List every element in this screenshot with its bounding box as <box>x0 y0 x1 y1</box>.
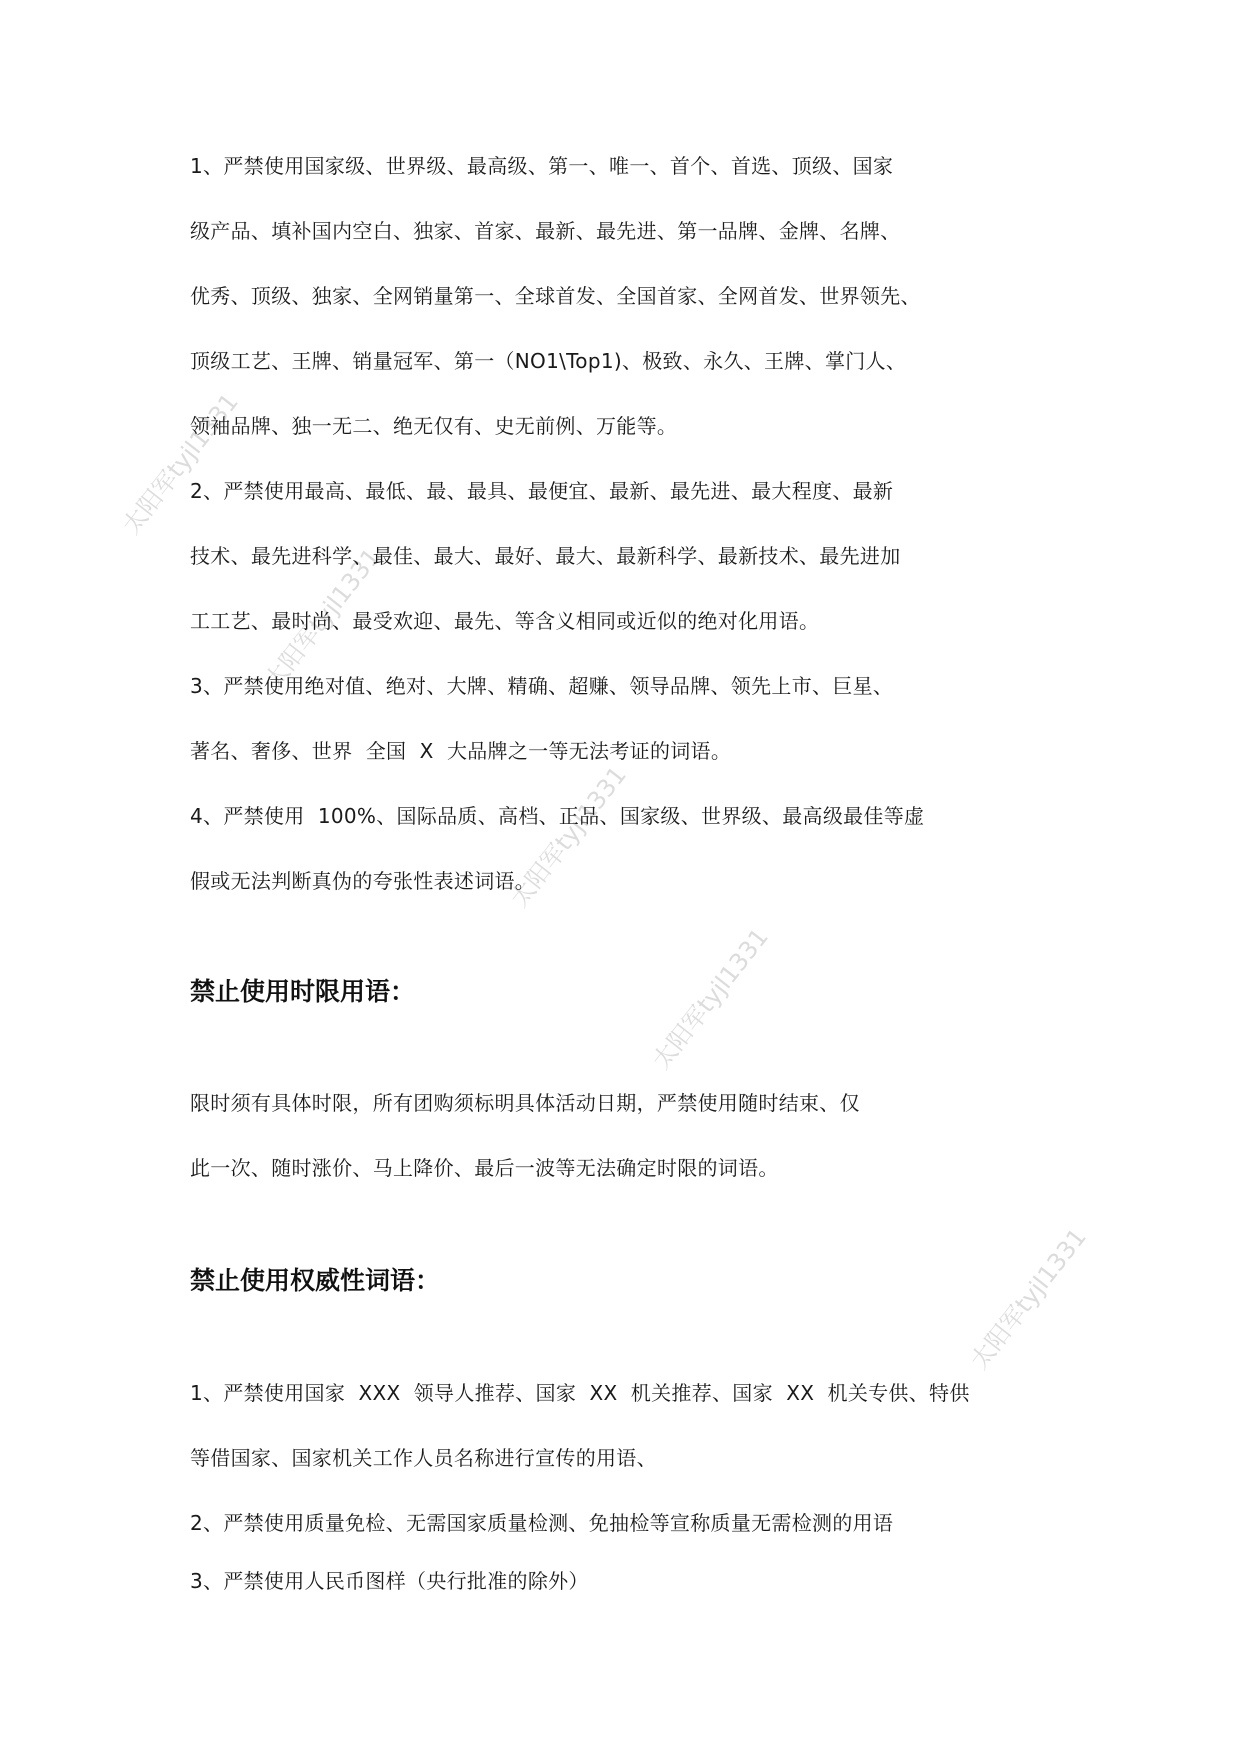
watermark: 太阳军tyjl1331 <box>505 761 632 913</box>
watermark: 太阳军tyjl1331 <box>647 923 774 1075</box>
paragraph-line: 优秀、顶级、独家、全网销量第一、全球首发、全国首家、全网首发、世界领先、 <box>190 284 921 308</box>
paragraph-line: 2、严禁使用最高、最低、最、最具、最便宜、最新、最先进、最大程度、最新 <box>190 479 894 503</box>
section-heading-authority: 禁止使用权威性词语： <box>190 1266 441 1295</box>
paragraph-line: 工工艺、最时尚、最受欢迎、最先、等含义相同或近似的绝对化用语。 <box>190 609 820 633</box>
paragraph-line: 1、严禁使用国家级、世界级、最高级、第一、唯一、首个、首选、顶级、国家 <box>190 154 894 178</box>
paragraph-line: 3、严禁使用人民币图样（央行批准的除外） <box>190 1569 589 1593</box>
paragraph-line: 假或无法判断真伪的夸张性表述词语。 <box>190 869 536 893</box>
paragraph-line: 4、严禁使用 100%、国际品质、高档、正品、国家级、世界级、最高级最佳等虚 <box>190 804 925 828</box>
paragraph-line: 等借国家、国家机关工作人员名称进行宣传的用语、 <box>190 1446 657 1470</box>
paragraph-line: 1、严禁使用国家 XXX 领导人推荐、国家 XX 机关推荐、国家 XX 机关专供、特供 <box>190 1381 970 1405</box>
paragraph-line: 2、严禁使用质量免检、无需国家质量检测、免抽检等宣称质量无需检测的用语 <box>190 1511 894 1535</box>
paragraph-line: 限时须有具体时限，所有团购须标明具体活动日期，严禁使用随时结束、仅 <box>190 1091 860 1115</box>
paragraph-line: 顶级工艺、王牌、销量冠军、第一（NO1\Top1)、极致、永久、王牌、掌门人、 <box>190 349 907 373</box>
paragraph-line: 3、严禁使用绝对值、绝对、大牌、精确、超赚、领导品牌、领先上市、巨星、 <box>190 674 894 698</box>
watermark: 太阳军tyjl1331 <box>965 1223 1092 1375</box>
watermark: 太阳军tyjl1331 <box>117 388 244 540</box>
paragraph-line: 著名、奢侈、世界 全国 X 大品牌之一等无法考证的词语。 <box>190 739 732 763</box>
paragraph-line: 级产品、填补国内空白、独家、首家、最新、最先进、第一品牌、金牌、名牌、 <box>190 219 901 243</box>
paragraph-line: 领袖品牌、独一无二、绝无仅有、史无前例、万能等。 <box>190 414 678 438</box>
paragraph-line: 技术、最先进科学、最佳、最大、最好、最大、最新科学、最新技术、最先进加 <box>190 544 901 568</box>
watermark: 太阳军tyjl1331 <box>259 543 386 695</box>
section-heading-time-limit: 禁止使用时限用语： <box>190 977 416 1006</box>
paragraph-line: 此一次、随时涨价、马上降价、最后一波等无法确定时限的词语。 <box>190 1156 779 1180</box>
